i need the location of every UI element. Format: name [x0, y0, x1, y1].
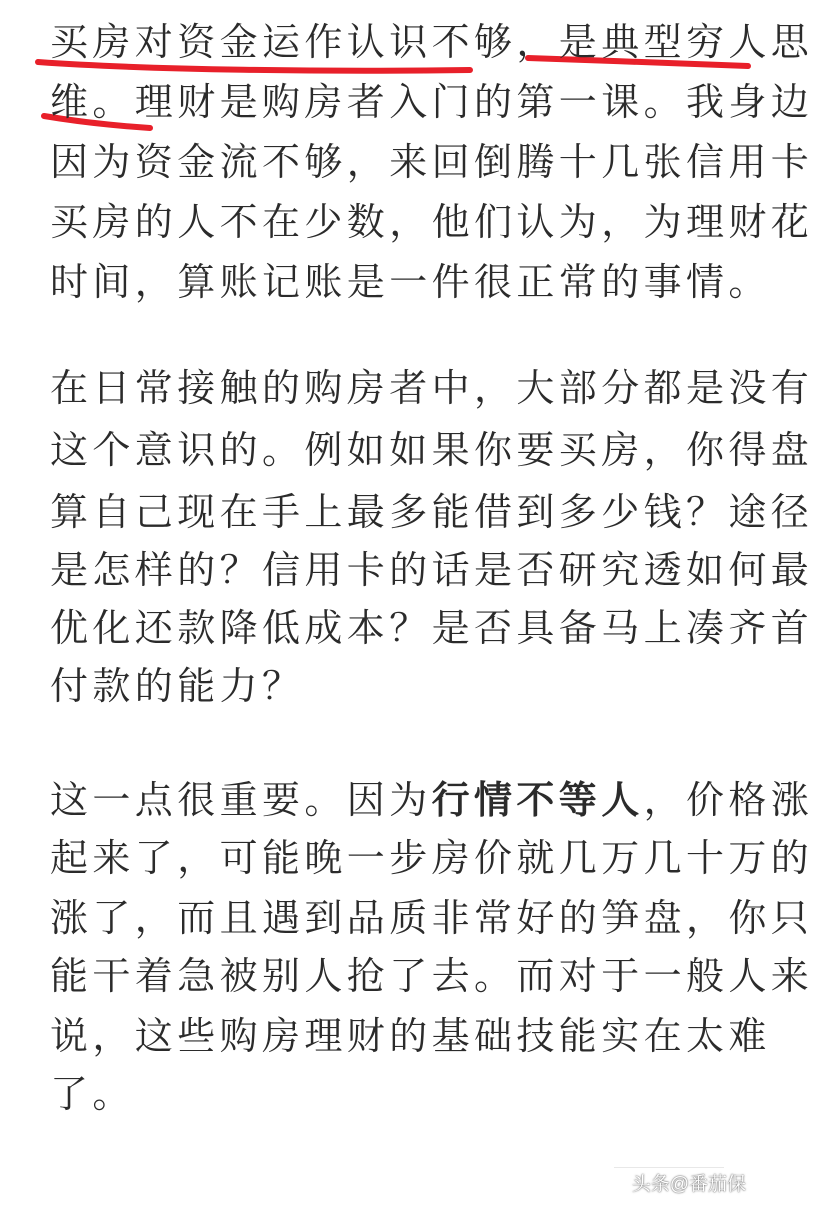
paragraph-3-line-2: 起来了，可能晚一步房价就几万几十万的	[50, 836, 813, 880]
paragraph-3-line-3: 涨了，而且遇到品质非常好的笋盘，你只	[50, 896, 813, 940]
paragraph-2-line-3: 算自己现在手上最多能借到多少钱？途径	[50, 490, 813, 534]
paragraph-1-line-2: 维。理财是购房者入门的第一课。我身边	[50, 80, 813, 124]
paragraph-1-line-3: 因为资金流不够，来回倒腾十几张信用卡	[50, 140, 813, 184]
paragraph-3-line-5: 说，这些购房理财的基础技能实在太难	[50, 1014, 771, 1058]
paragraph-3-text-a: 这一点很重要。因为	[50, 778, 432, 822]
paragraph-3-line-4: 能干着急被别人抢了去。而对于一般人来	[50, 954, 813, 998]
paragraph-3-line-1	[50, 770, 813, 830]
paragraph-2-line-5: 优化还款降低成本？是否具备马上凑齐首	[50, 606, 813, 650]
paragraph-2-line-6: 付款的能力？	[50, 664, 305, 708]
paragraph-2-line-1: 在日常接触的购房者中，大部分都是没有	[50, 366, 813, 410]
paragraph-2-line-2: 这个意识的。例如如果你要买房，你得盘	[50, 428, 813, 472]
source-watermark: 头条@番茄保	[631, 1174, 746, 1195]
paragraph-3-text-c: ，价格涨	[643, 778, 813, 822]
bold-emphasis-text: 行情不等人	[431, 778, 644, 822]
underlined-text: 买房对资金运作认识不够，是	[50, 20, 602, 64]
paragraph-1-line-4: 买房的人不在少数，他们认为，为理财花	[50, 200, 813, 244]
paragraph-1-line-5: 时间，算账记账是一件很正常的事情。	[50, 260, 771, 304]
paragraph-1-line-1	[50, 12, 813, 72]
underlined-text-emphasis: 典型穷人思	[601, 20, 813, 64]
paragraph-3-line-6: 了。	[50, 1072, 135, 1116]
paragraph-2-line-4: 是怎样的？信用卡的话是否研究透如何最	[50, 548, 813, 592]
